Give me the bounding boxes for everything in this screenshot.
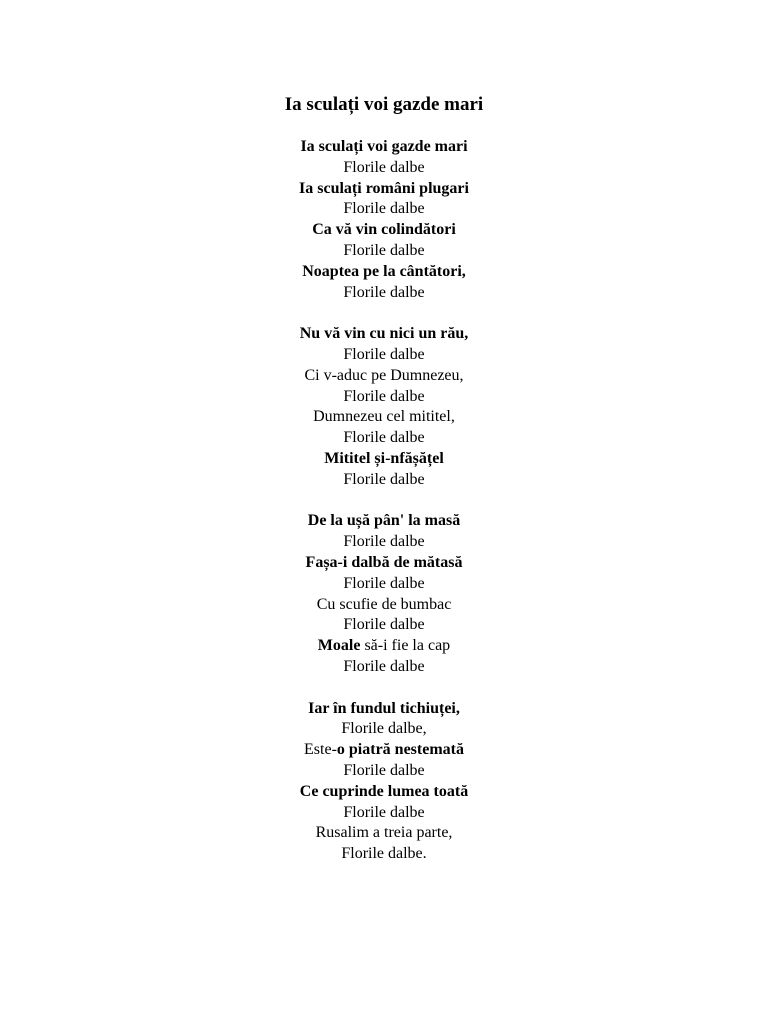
poem-line bbox=[0, 470, 768, 491]
stanza-gap bbox=[0, 303, 768, 324]
poem-line bbox=[0, 803, 768, 824]
poem-line bbox=[0, 199, 768, 220]
line-regular-part: Florile dalbe bbox=[343, 803, 425, 821]
poem-line bbox=[0, 615, 768, 636]
line-regular-part: Florile dalbe bbox=[343, 761, 425, 779]
line-regular-part: Florile dalbe bbox=[343, 616, 425, 634]
poem-line bbox=[0, 636, 768, 657]
poem-line bbox=[0, 387, 768, 408]
poem-line bbox=[0, 158, 768, 179]
poem-line bbox=[0, 553, 768, 574]
line-regular-part: Florile dalbe bbox=[343, 574, 425, 592]
line-bold-part: Moale bbox=[317, 637, 361, 655]
poem-line bbox=[0, 345, 768, 366]
poem-line bbox=[0, 595, 768, 616]
line-regular-part: Florile dalbe bbox=[343, 387, 425, 405]
line-regular-part: să-i fie la cap bbox=[360, 637, 451, 655]
line-regular-part: Florile dalbe bbox=[343, 283, 425, 301]
poem-title: Ia sculați voi gazde mari bbox=[284, 94, 484, 115]
poem-line bbox=[0, 844, 768, 865]
poem-line bbox=[0, 137, 768, 158]
line-regular-part: Florile dalbe bbox=[343, 200, 425, 218]
poem-line bbox=[0, 699, 768, 720]
poem-line bbox=[0, 511, 768, 532]
line-regular-part: Ci v-aduc pe Dumnezeu, bbox=[304, 366, 464, 384]
line-regular-part: Florile dalbe bbox=[343, 158, 425, 176]
line-bold-part: Mititel și-nfășățel bbox=[324, 449, 444, 467]
line-bold-part: Fașa-i dalbă de mătasă bbox=[305, 553, 463, 571]
stanza-gap bbox=[0, 491, 768, 512]
line-bold-part: Ca vă vin colindători bbox=[312, 221, 456, 239]
poem-line bbox=[0, 761, 768, 782]
line-regular-part: Florile dalbe bbox=[343, 533, 425, 551]
line-bold-part: Noaptea pe la cântători, bbox=[302, 262, 466, 280]
line-regular-part: Florile dalbe bbox=[343, 429, 425, 447]
poem-line bbox=[0, 719, 768, 740]
poem-line bbox=[0, 283, 768, 304]
poem-line bbox=[0, 407, 768, 428]
poem-line bbox=[0, 179, 768, 200]
line-bold-part: Ia sculați voi gazde mari bbox=[300, 138, 468, 155]
poem-line bbox=[0, 324, 768, 345]
poem-line bbox=[0, 782, 768, 803]
line-regular-part: Cu scufie de bumbac bbox=[316, 595, 452, 613]
line-regular-part: Rusalim a treia parte, bbox=[315, 824, 453, 842]
line-bold-part: Nu vă vin cu nici un rău, bbox=[299, 325, 469, 343]
line-bold-part: Ce cuprinde lumea toată bbox=[299, 782, 469, 800]
poem-line bbox=[0, 532, 768, 553]
line-regular-part: Florile dalbe. bbox=[341, 845, 427, 863]
line-regular-part: Florile dalbe bbox=[343, 345, 425, 363]
poem-line bbox=[0, 241, 768, 262]
line-bold-part: Ia sculați români plugari bbox=[299, 179, 469, 197]
poem-line bbox=[0, 366, 768, 387]
poem-line bbox=[0, 428, 768, 449]
line-regular-part: Florile dalbe bbox=[343, 657, 425, 675]
poem-line bbox=[0, 449, 768, 470]
poem-line bbox=[0, 740, 768, 761]
line-regular-part: Dumnezeu cel mititel, bbox=[313, 408, 455, 426]
line-bold-part: Iar în fundul tichiuței, bbox=[308, 699, 460, 717]
line-regular-part: Florile dalbe bbox=[343, 470, 425, 488]
poem-line bbox=[0, 823, 768, 844]
line-regular-part: Florile dalbe bbox=[343, 241, 425, 259]
poem-body bbox=[0, 137, 768, 865]
stanza-gap bbox=[0, 678, 768, 699]
line-bold-part: o piatră nestemată bbox=[336, 741, 464, 759]
poem-line bbox=[0, 262, 768, 283]
poem-line bbox=[0, 574, 768, 595]
line-regular-part: Florile dalbe, bbox=[341, 720, 427, 738]
poem-line bbox=[0, 220, 768, 241]
line-bold-part: De la ușă pân' la masă bbox=[307, 512, 461, 530]
poem-line bbox=[0, 657, 768, 678]
line-regular-part: Este- bbox=[304, 741, 337, 759]
